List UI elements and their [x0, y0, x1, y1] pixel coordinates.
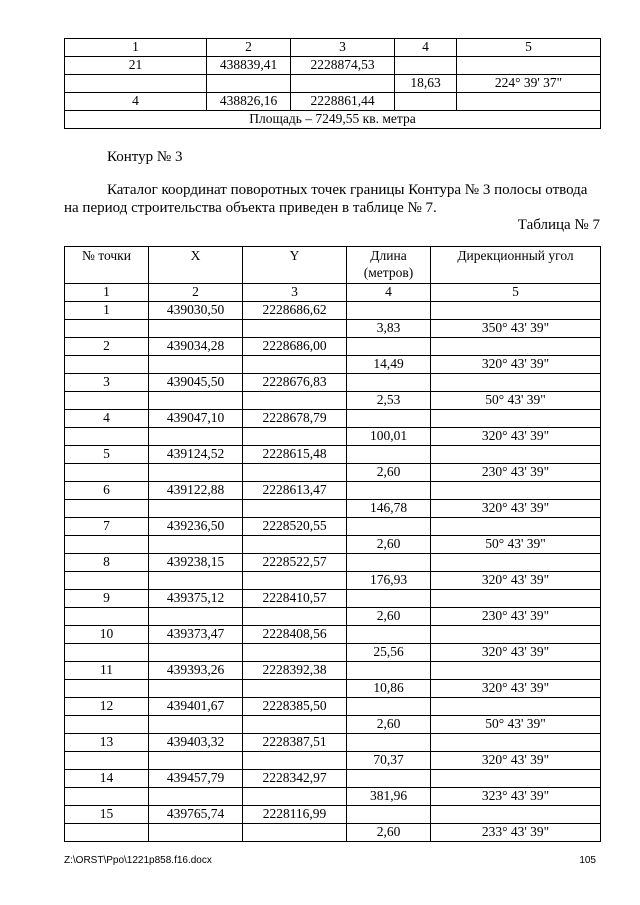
table-cell — [431, 374, 601, 392]
table-cell — [431, 518, 601, 536]
table-row — [65, 93, 601, 111]
table-cell — [347, 410, 431, 428]
table-cell: 2228676,83 — [243, 374, 347, 392]
table-cell: 100,01 — [347, 428, 431, 446]
table-cell: 439124,52 — [149, 446, 243, 464]
table-row — [65, 302, 601, 320]
table-row — [65, 806, 601, 824]
table-cell — [243, 716, 347, 734]
table-cell — [149, 320, 243, 338]
table-cell: 2228686,62 — [243, 302, 347, 320]
table-cell: 5 — [431, 284, 601, 302]
table-cell: 50° 43' 39" — [431, 716, 601, 734]
table-cell: 230° 43' 39" — [431, 464, 601, 482]
table-cell — [149, 464, 243, 482]
paragraph-line-2: на период строительства объекта приведен в таблице № 7. — [64, 200, 437, 216]
table-cell: 2228387,51 — [243, 734, 347, 752]
table-cell: 439236,50 — [149, 518, 243, 536]
table-cell — [431, 302, 601, 320]
table-cell: 146,78 — [347, 500, 431, 518]
table-cell — [243, 572, 347, 590]
table-row — [65, 374, 601, 392]
coordinates-table-7 — [64, 246, 601, 842]
table-cell — [431, 662, 601, 680]
table-cell: 4 — [395, 39, 457, 57]
table-cell: 2,60 — [347, 536, 431, 554]
table-cell — [395, 57, 457, 75]
page-number: 105 — [579, 855, 596, 866]
table-cell — [347, 698, 431, 716]
table-cell: 439393,26 — [149, 662, 243, 680]
table-cell: 6 — [65, 482, 149, 500]
table-cell: 3,83 — [347, 320, 431, 338]
table-cell — [65, 75, 207, 93]
table-cell — [65, 356, 149, 374]
table-cell: 439034,28 — [149, 338, 243, 356]
table-cell: 7 — [65, 518, 149, 536]
table-cell: 439238,15 — [149, 554, 243, 572]
table-cell: 439030,50 — [149, 302, 243, 320]
table-cell: 323° 43' 39" — [431, 788, 601, 806]
table-cell: Дирекционный угол — [431, 247, 601, 284]
table-cell — [431, 770, 601, 788]
table-cell: 233° 43' 39" — [431, 824, 601, 842]
table-cell: 439045,50 — [149, 374, 243, 392]
table-cell: 70,37 — [347, 752, 431, 770]
table-row — [65, 464, 601, 482]
table-row — [65, 662, 601, 680]
column-number-row — [65, 284, 601, 302]
table-cell — [65, 752, 149, 770]
table-cell: 11 — [65, 662, 149, 680]
table-header-row — [65, 247, 601, 284]
table-cell: 4 — [65, 410, 149, 428]
table-cell — [243, 788, 347, 806]
table-cell — [149, 500, 243, 518]
table-label: Таблица № 7 — [517, 217, 600, 233]
table-cell: 320° 43' 39" — [431, 500, 601, 518]
table-cell: 2228678,79 — [243, 410, 347, 428]
table-cell — [243, 500, 347, 518]
table-cell: 439375,12 — [149, 590, 243, 608]
table-cell: Длина (метров) — [347, 247, 431, 284]
table-cell — [431, 410, 601, 428]
table-cell: 2228686,00 — [243, 338, 347, 356]
table-cell — [65, 824, 149, 842]
table-cell: 2228522,57 — [243, 554, 347, 572]
table-cell: 350° 43' 39" — [431, 320, 601, 338]
table-cell — [347, 554, 431, 572]
table-cell — [243, 608, 347, 626]
table-cell — [149, 752, 243, 770]
area-total: Площадь – 7249,55 кв. метра — [65, 111, 601, 129]
table-row — [65, 338, 601, 356]
table-cell — [431, 590, 601, 608]
table-header-row — [65, 39, 601, 57]
table-cell — [65, 320, 149, 338]
table-cell: 176,93 — [347, 572, 431, 590]
table-cell — [243, 752, 347, 770]
table-cell: 439403,32 — [149, 734, 243, 752]
table-cell: 14 — [65, 770, 149, 788]
table-cell: 230° 43' 39" — [431, 608, 601, 626]
table-cell: 438839,41 — [207, 57, 291, 75]
table-row — [65, 590, 601, 608]
table-cell: 1 — [65, 302, 149, 320]
table-cell — [149, 572, 243, 590]
table-cell: 50° 43' 39" — [431, 536, 601, 554]
table-cell: 2228613,47 — [243, 482, 347, 500]
table-cell: 50° 43' 39" — [431, 392, 601, 410]
table-cell: 320° 43' 39" — [431, 680, 601, 698]
table-cell — [149, 428, 243, 446]
table-row — [65, 788, 601, 806]
table-cell: 2228520,55 — [243, 518, 347, 536]
table-row — [65, 626, 601, 644]
table-cell — [65, 572, 149, 590]
table-cell — [149, 536, 243, 554]
table-row — [65, 752, 601, 770]
table-cell: 2,60 — [347, 824, 431, 842]
table-row — [65, 824, 601, 842]
table-cell — [347, 446, 431, 464]
table-cell — [149, 788, 243, 806]
table-cell: 25,56 — [347, 644, 431, 662]
table-cell — [65, 680, 149, 698]
table-cell — [431, 338, 601, 356]
table-cell — [65, 716, 149, 734]
table-cell: 2228385,50 — [243, 698, 347, 716]
table-cell — [243, 428, 347, 446]
table-cell — [431, 482, 601, 500]
table-cell: 13 — [65, 734, 149, 752]
footer-file-path: Z:\ORST\Ppo\1221p858.f16.docx — [64, 855, 212, 866]
table-cell: 224° 39' 37" — [457, 75, 601, 93]
table-cell: 14,49 — [347, 356, 431, 374]
table-cell: 2,53 — [347, 392, 431, 410]
table-cell: 439765,74 — [149, 806, 243, 824]
table-cell — [149, 644, 243, 662]
table-cell — [457, 57, 601, 75]
table-cell: X — [149, 247, 243, 284]
table-cell: 2,60 — [347, 608, 431, 626]
table-cell — [347, 626, 431, 644]
table-cell: 320° 43' 39" — [431, 356, 601, 374]
table-row — [65, 698, 601, 716]
table-cell — [149, 392, 243, 410]
table-cell — [347, 770, 431, 788]
table-cell — [291, 75, 395, 93]
table-row — [65, 608, 601, 626]
table-cell — [243, 824, 347, 842]
table-cell — [149, 356, 243, 374]
table-row — [65, 536, 601, 554]
table-row — [65, 392, 601, 410]
table-cell: 21 — [65, 57, 207, 75]
table-cell — [347, 518, 431, 536]
table-cell — [243, 644, 347, 662]
table-cell: 381,96 — [347, 788, 431, 806]
table-cell — [149, 608, 243, 626]
table-cell: 4 — [347, 284, 431, 302]
table-cell: 439122,88 — [149, 482, 243, 500]
table-cell — [395, 93, 457, 111]
area-row — [65, 111, 601, 129]
table-cell — [243, 680, 347, 698]
table-cell — [243, 464, 347, 482]
table-cell — [457, 93, 601, 111]
table-cell — [347, 338, 431, 356]
table-cell — [347, 662, 431, 680]
table-cell — [65, 392, 149, 410]
table-row — [65, 680, 601, 698]
table-cell: 2228408,56 — [243, 626, 347, 644]
table-cell — [65, 644, 149, 662]
table-cell — [431, 698, 601, 716]
table-cell: 2228861,44 — [291, 93, 395, 111]
table-cell: 439457,79 — [149, 770, 243, 788]
table-cell: 439401,67 — [149, 698, 243, 716]
table-cell: 320° 43' 39" — [431, 428, 601, 446]
table-row — [65, 770, 601, 788]
table-cell: 2228874,53 — [291, 57, 395, 75]
table-cell — [347, 590, 431, 608]
table-cell — [243, 356, 347, 374]
table-cell — [149, 824, 243, 842]
table-cell — [65, 428, 149, 446]
table-row — [65, 554, 601, 572]
table-cell — [347, 806, 431, 824]
table-cell: 3 — [291, 39, 395, 57]
table-cell — [243, 320, 347, 338]
table-cell — [243, 536, 347, 554]
table-cell — [347, 302, 431, 320]
paragraph-line-1: Каталог координат поворотных точек границы Контура № 3 полосы отвода — [107, 182, 588, 198]
table-cell — [207, 75, 291, 93]
table-cell: 1 — [65, 284, 149, 302]
table-cell — [243, 392, 347, 410]
table-cell — [149, 716, 243, 734]
table-cell: Y — [243, 247, 347, 284]
table-cell: 5 — [65, 446, 149, 464]
table-cell — [347, 482, 431, 500]
table-cell: 5 — [457, 39, 601, 57]
table-cell: 4 — [65, 93, 207, 111]
table-row — [65, 572, 601, 590]
table-row — [65, 482, 601, 500]
table-cell: 439047,10 — [149, 410, 243, 428]
table-cell — [149, 680, 243, 698]
table-row — [65, 716, 601, 734]
table-cell — [65, 608, 149, 626]
table-cell: 2 — [65, 338, 149, 356]
table-cell: 12 — [65, 698, 149, 716]
table-cell: 2 — [207, 39, 291, 57]
table-row — [65, 57, 601, 75]
table-cell: 9 — [65, 590, 149, 608]
table-cell: 10 — [65, 626, 149, 644]
table-row — [65, 644, 601, 662]
table-cell: 320° 43' 39" — [431, 644, 601, 662]
table-cell: 439373,47 — [149, 626, 243, 644]
table-row — [65, 428, 601, 446]
table-cell: 320° 43' 39" — [431, 752, 601, 770]
table-cell: 2,60 — [347, 716, 431, 734]
table-cell — [65, 500, 149, 518]
table-cell: 2228116,99 — [243, 806, 347, 824]
table-row — [65, 356, 601, 374]
table-cell: 2,60 — [347, 464, 431, 482]
table-cell: 3 — [65, 374, 149, 392]
table-cell: 3 — [243, 284, 347, 302]
table-cell — [431, 626, 601, 644]
table-cell — [65, 788, 149, 806]
table-cell: 320° 43' 39" — [431, 572, 601, 590]
table-row — [65, 75, 601, 93]
contour-title: Контур № 3 — [107, 149, 183, 165]
table-cell: 2228342,97 — [243, 770, 347, 788]
table-row — [65, 734, 601, 752]
continued-coordinates-table — [64, 38, 601, 129]
table-cell — [347, 734, 431, 752]
table-cell: 2228615,48 — [243, 446, 347, 464]
table-cell: 18,63 — [395, 75, 457, 93]
table-cell: 8 — [65, 554, 149, 572]
table-cell: 10,86 — [347, 680, 431, 698]
table-cell — [431, 806, 601, 824]
table-cell: 2228392,38 — [243, 662, 347, 680]
table-row — [65, 518, 601, 536]
table-cell: 2228410,57 — [243, 590, 347, 608]
table-row — [65, 320, 601, 338]
table-cell — [347, 374, 431, 392]
table-row — [65, 446, 601, 464]
table-row — [65, 410, 601, 428]
table-cell — [431, 554, 601, 572]
table-cell — [431, 446, 601, 464]
table-row — [65, 500, 601, 518]
table-cell: 15 — [65, 806, 149, 824]
table-cell — [65, 536, 149, 554]
table-cell — [65, 464, 149, 482]
table-cell: 1 — [65, 39, 207, 57]
table-cell: 2 — [149, 284, 243, 302]
table-cell: № точки — [65, 247, 149, 284]
table-cell — [431, 734, 601, 752]
table-cell: 438826,16 — [207, 93, 291, 111]
